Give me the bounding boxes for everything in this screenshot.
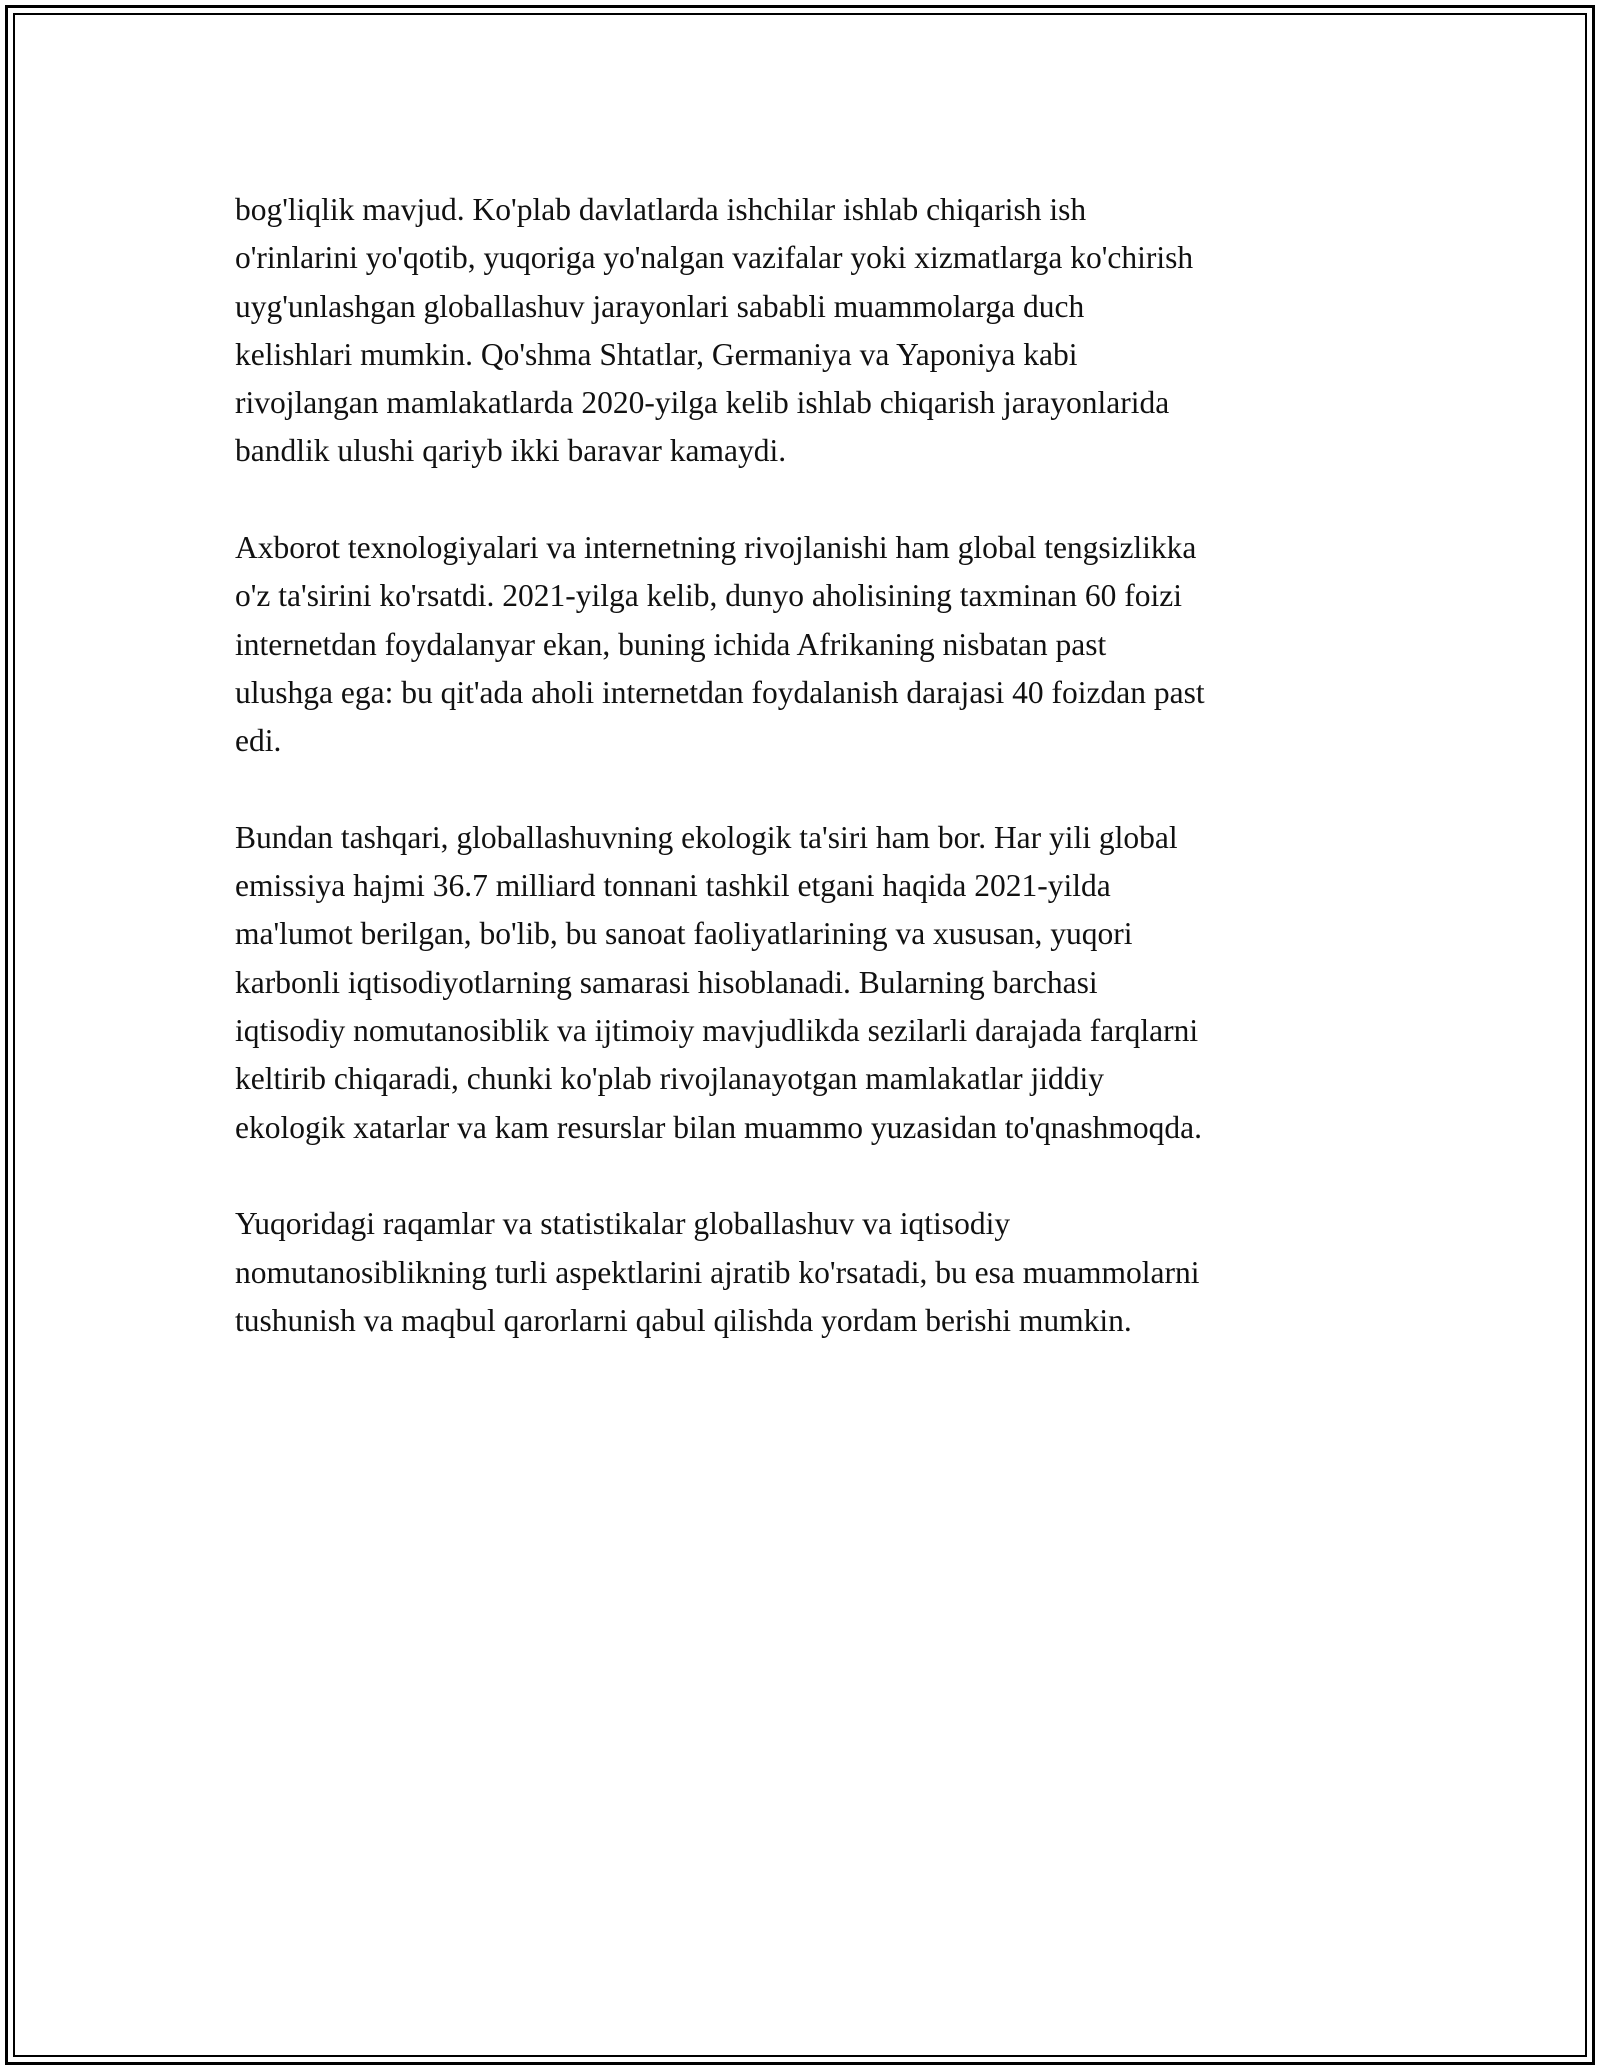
paragraph-internet-inequality: Axborot texnologiyalari va internetning rivojlanishi ham global tengsizlikka o'z ta'sirini ko'rsatdi. 2021-yilga kelib, dunyo aholisining taxminan 60 foizi internetdan foydalanyar ekan, buning ichida Afrikaning nisbatan past ulushga ega: bu qit'ada aholi internetdan foydalanish darajasi 40 foizdan past edi. — [235, 530, 1205, 759]
paragraph-ecological-impact: Bundan tashqari, globallashuvning ekologik ta'siri ham bor. Har yili global emissiya hajmi 36.7 milliard tonnani tashkil etgani haqida 2021-yilda ma'lumot berilgan, bo'lib, bu sanoat faoliyatlarining va xususan, yuqori karbonli iqtisodiyotlarning samarasi hisoblanadi. Bularning barchasi iqtisodiy nomutanosiblik va ijtimoiy mavjudlikda sezilarli darajada farqlarni keltirib chiqaradi, chunki ko'plab rivojlanayotgan mamlakatlar jiddiy ekologik xatarlar va kam resurslar bilan muammo yuzasidan to'qnashmoqda. — [235, 819, 1203, 1145]
document-body — [235, 186, 1370, 1393]
paragraph-manufacturing-employment: bog'liqlik mavjud. Ko'plab davlatlarda ishchilar ishlab chiqarish ish o'rinlarini yo'qotib, yuqoriga yo'nalgan vazifalar yoki xizmatlarga ko'chirish uyg'unlashgan globallashuv jarayonlari sababli muammolarga duch kelishlari mumkin. Qo'shma Shtatlar, Germaniya va Yaponiya kabi rivojlangan mamlakatlarda 2020-yilga kelib ishlab chiqarish jarayonlarida bandlik ulushi qariyb ikki baravar kamaydi. — [235, 192, 1194, 469]
paragraph-conclusion: Yuqoridagi raqamlar va statistikalar globallashuv va iqtisodiy nomutanosiblikning turli aspektlarini ajratib ko'rsatadi, bu esa muammolarni tushunish va maqbul qarorlarni qabul qilishda yordam berishi mumkin. — [235, 1206, 1200, 1338]
